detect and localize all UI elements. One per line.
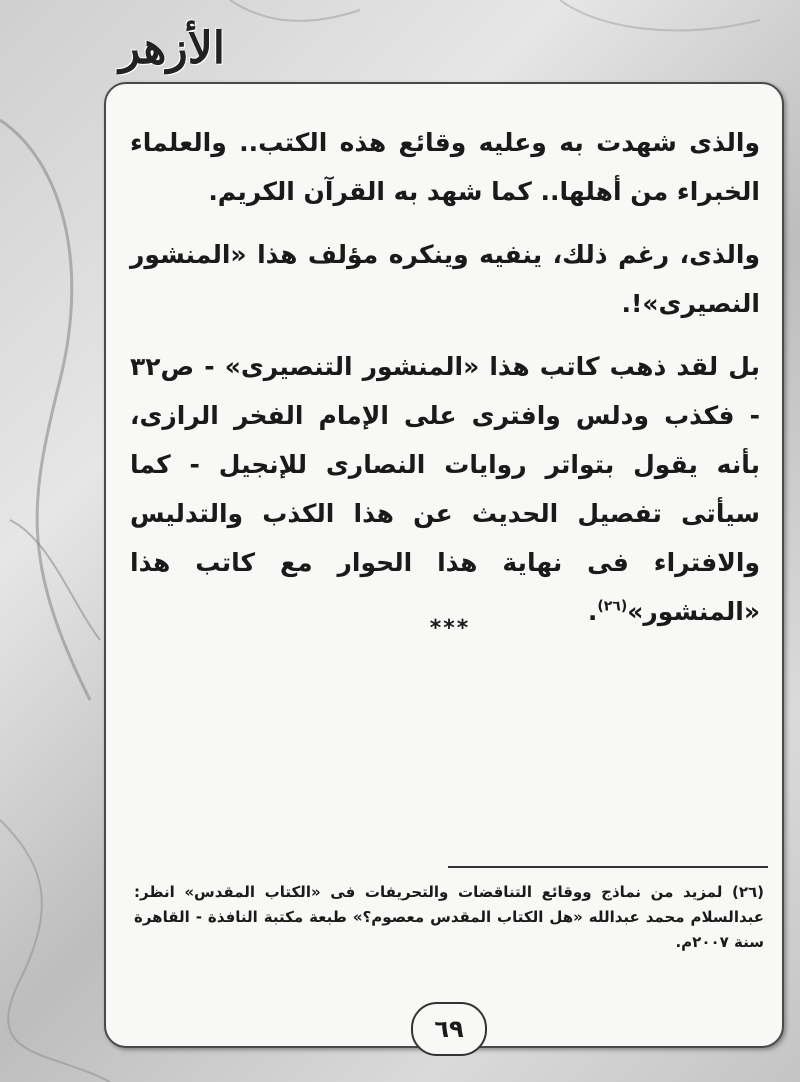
section-separator: *** — [429, 616, 471, 641]
paragraph-2: والذى، رغم ذلك، ينفيه وينكره مؤلف هذا «المنشور النصيرى»!. — [130, 240, 760, 318]
footnote-rule — [448, 866, 768, 868]
paragraph-3 — [130, 342, 760, 636]
paragraph-3-end: . — [587, 597, 598, 626]
page-number: ٦٩ — [411, 1002, 487, 1056]
footnote-ref[interactable]: (٢٦) — [597, 598, 628, 615]
azhar-logo: الأزهر — [118, 23, 226, 74]
paragraph-3-text: بل لقد ذهب كاتب هذا «المنشور التنصيرى» - ص٣٢ - فكذب ودلس وافترى على الإمام الفخر الرازى، بأنه يقول بتواتر روايات النصارى للإنجيل - كما سيأتى تفصيل الحديث عن هذا الكذب والتدليس والافتراء فى نهاية هذا الحوار مع كاتب هذا «المنشور» — [130, 352, 760, 626]
main-text — [130, 118, 760, 650]
footnote-text: (٢٦) لمزيد من نماذج ووقائع التناقضات والتحريفات فى «الكتاب المقدس» انظر: عبدالسلام محمد عبدالله «هل الكتاب المقدس معصوم؟» طبعة مكتبة النافذة - القاهرة سنة ٢٠٠٧م. — [134, 883, 764, 951]
paragraph-1: والذى شهدت به وعليه وقائع هذه الكتب.. والعلماء الخبراء من أهلها.. كما شهد به القرآن الكريم. — [130, 128, 760, 206]
